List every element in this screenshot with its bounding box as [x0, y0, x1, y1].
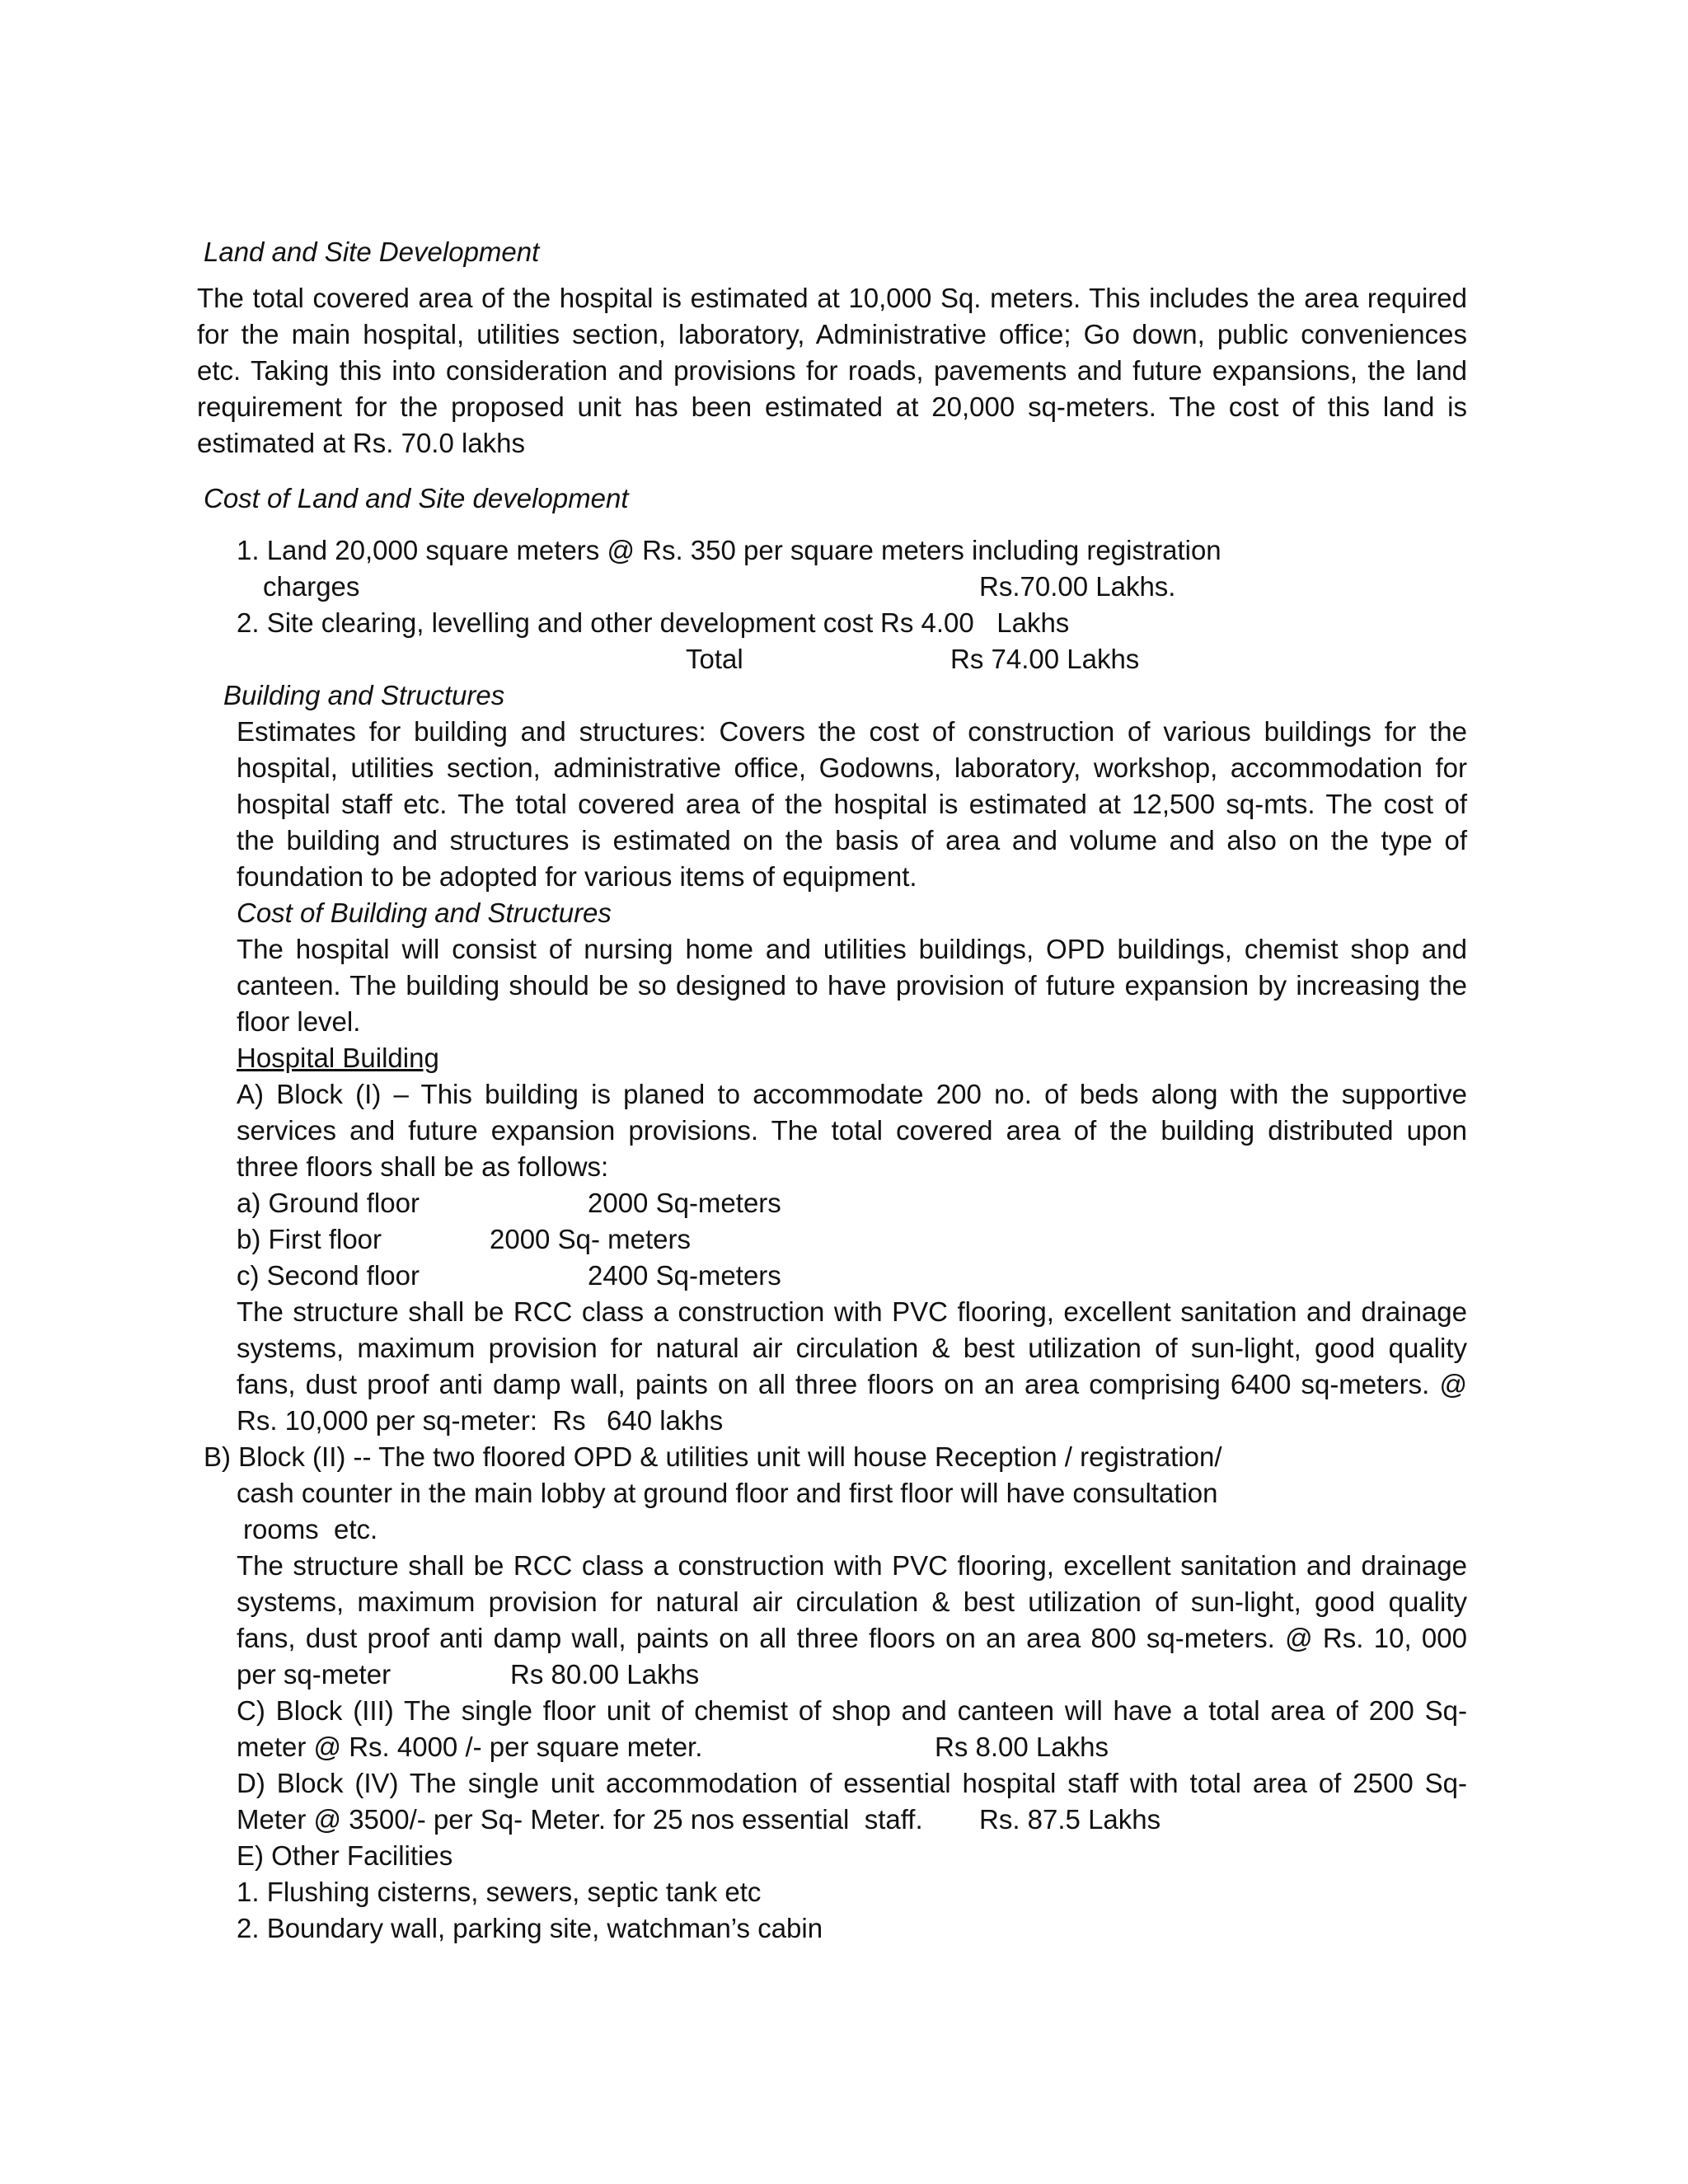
paragraph-line: floor level. [237, 1006, 361, 1037]
paragraph-line: meter @ Rs. 4000 /- per square meter. [237, 1732, 703, 1762]
floor-area: 2000 Sq-meters [588, 1188, 781, 1218]
paragraph-line: systems, maximum provision for natural air circulation & best utilization of sun-light, good quality [237, 1333, 1467, 1363]
paragraph-line: Estimates for building and structures: Covers the cost of construction of various buildings for the [237, 716, 1467, 747]
floor-label: c) Second floor [237, 1260, 420, 1291]
list-item: 2. Boundary wall, parking site, watchman’s cabin [237, 1913, 823, 1943]
paragraph-line: B) Block (II) -- The two floored OPD & utilities unit will house Reception / registration/ [204, 1441, 1222, 1472]
paragraph-line: fans, dust proof anti damp wall, paints on all three floors on an area 800 sq-meters. @ Rs. 10, 000 [237, 1623, 1467, 1653]
paragraph-line: C) Block (III) The single floor unit of chemist of shop and canteen will have a total area of 200 Sq- [237, 1695, 1467, 1726]
list-item: 1. Flushing cisterns, sewers, septic tank etc [237, 1877, 762, 1907]
paragraph-line: fans, dust proof anti damp wall, paints on all three floors on an area comprising 6400 sq-meters. @ [237, 1369, 1467, 1399]
floor-label: a) Ground floor [237, 1188, 420, 1218]
section-heading-building: Building and Structures [223, 680, 505, 710]
floor-label: b) First floor [237, 1224, 382, 1254]
paragraph-line: canteen. The building should be so designed to have provision of future expansion by increasing the [237, 970, 1467, 1001]
paragraph-line: The total covered area of the hospital is estimated at 10,000 Sq. meters. This includes the area required [197, 283, 1467, 313]
paragraph-line: The structure shall be RCC class a construction with PVC flooring, excellent sanitation and drainage [237, 1550, 1467, 1581]
cost-item-1-line2: charges [263, 571, 360, 602]
paragraph-line: cash counter in the main lobby at ground floor and first floor will have consultation [237, 1478, 1218, 1508]
other-facilities-heading: E) Other Facilities [237, 1840, 453, 1871]
paragraph-line: The hospital will consist of nursing home and utilities buildings, OPD buildings, chemist shop and [237, 934, 1467, 964]
paragraph-line: three floors shall be as follows: [237, 1151, 609, 1182]
paragraph-line: requirement for the proposed unit has been estimated at 20,000 sq-meters. The cost of this land is [197, 391, 1467, 422]
paragraph-line: etc. Taking this into consideration and provisions for roads, pavements and future expansions, the land [197, 355, 1467, 386]
section-heading-cost-land: Cost of Land and Site development [204, 483, 629, 513]
paragraph-line: hospital, utilities section, administrative office, Godowns, laboratory, workshop, accommodation for [237, 752, 1467, 783]
paragraph-line: Meter @ 3500/- per Sq- Meter. for 25 nos essential staff. [237, 1804, 923, 1835]
section-heading-hospital-building: Hospital Building [237, 1043, 439, 1073]
section-heading-land: Land and Site Development [204, 237, 540, 267]
paragraph-line: hospital staff etc. The total covered area of the hospital is estimated at 12,500 sq-mts. The cost of [237, 789, 1467, 819]
block3-amount: Rs 8.00 Lakhs [935, 1732, 1109, 1762]
cost-total-amount: Rs 74.00 Lakhs [950, 644, 1140, 674]
paragraph-line: foundation to be adopted for various items of equipment. [237, 861, 917, 892]
section-heading-cost-building: Cost of Building and Structures [237, 898, 612, 928]
paragraph-line: D) Block (IV) The single unit accommodation of essential hospital staff with total area of 2500 Sq- [237, 1768, 1467, 1798]
block2-cost-amount: Rs 80.00 Lakhs [510, 1659, 700, 1690]
cost-item-1-amount: Rs.70.00 Lakhs. [979, 571, 1176, 602]
cost-item-2-amount: Rs 4.00 Lakhs [880, 607, 1070, 638]
paragraph-line: The structure shall be RCC class a construction with PVC flooring, excellent sanitation and drainage [237, 1296, 1467, 1327]
paragraph-line: systems, maximum provision for natural air circulation & best utilization of sun-light, good quality [237, 1586, 1467, 1617]
cost-item-1-line1: 1. Land 20,000 square meters @ Rs. 350 per square meters including registration [237, 535, 1221, 565]
block4-amount: Rs. 87.5 Lakhs [979, 1804, 1161, 1835]
cost-total-label: Total [686, 644, 743, 674]
block2-cost-label: per sq-meter [237, 1659, 392, 1690]
paragraph-line: estimated at Rs. 70.0 lakhs [197, 428, 526, 458]
paragraph-line: rooms etc. [243, 1514, 378, 1544]
floor-area: 2400 Sq-meters [588, 1260, 781, 1291]
paragraph-line: for the main hospital, utilities section, laboratory, Administrative office; Go down, public conveniences [197, 319, 1467, 349]
paragraph-line: services and future expansion provisions. The total covered area of the building distributed upon [237, 1115, 1467, 1146]
paragraph-line: A) Block (I) – This building is planed to accommodate 200 no. of beds along with the supportive [237, 1079, 1467, 1109]
block1-cost-amount: 640 lakhs [607, 1405, 724, 1436]
block1-cost-label: Rs. 10,000 per sq-meter: Rs [237, 1405, 586, 1436]
floor-area: 2000 Sq- meters [490, 1224, 691, 1254]
cost-item-2-label: 2. Site clearing, levelling and other development cost [237, 607, 874, 638]
paragraph-line: the building and structures is estimated on the basis of area and volume and also on the type of [237, 825, 1467, 855]
